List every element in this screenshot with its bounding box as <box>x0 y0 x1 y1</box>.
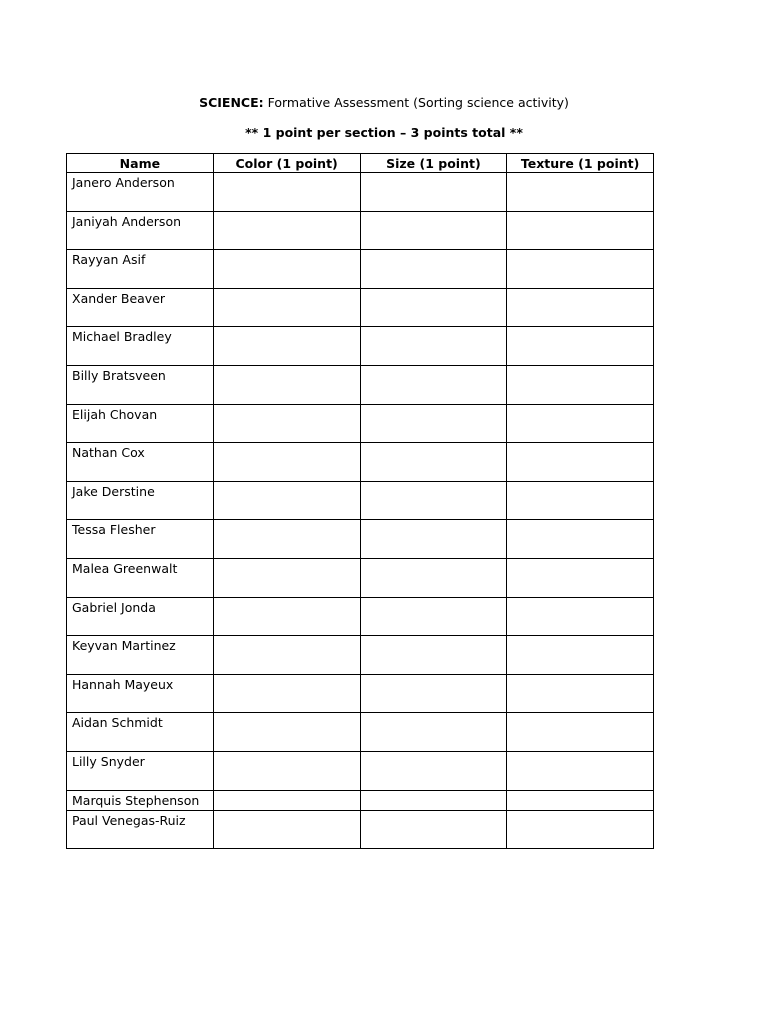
student-name: Marquis Stephenson <box>67 790 214 810</box>
student-name: Janero Anderson <box>67 173 214 212</box>
color-cell[interactable] <box>213 327 360 366</box>
header-name: Name <box>67 154 214 173</box>
size-cell[interactable] <box>360 365 507 404</box>
table-row <box>67 404 654 443</box>
color-cell[interactable] <box>213 481 360 520</box>
table-row <box>67 288 654 327</box>
color-cell[interactable] <box>213 558 360 597</box>
title-text: Formative Assessment (Sorting science activity) <box>263 95 569 110</box>
color-cell[interactable] <box>213 674 360 713</box>
color-cell[interactable] <box>213 520 360 559</box>
student-name: Malea Greenwalt <box>67 558 214 597</box>
size-cell[interactable] <box>360 713 507 752</box>
texture-cell[interactable] <box>507 327 654 366</box>
texture-cell[interactable] <box>507 713 654 752</box>
table-row <box>67 327 654 366</box>
color-cell[interactable] <box>213 404 360 443</box>
color-cell[interactable] <box>213 288 360 327</box>
student-name: Keyvan Martinez <box>67 636 214 675</box>
student-name: Elijah Chovan <box>67 404 214 443</box>
header-color: Color (1 point) <box>213 154 360 173</box>
texture-cell[interactable] <box>507 365 654 404</box>
size-cell[interactable] <box>360 443 507 482</box>
size-cell[interactable] <box>360 288 507 327</box>
size-cell[interactable] <box>360 211 507 250</box>
student-name: Jake Derstine <box>67 481 214 520</box>
color-cell[interactable] <box>213 636 360 675</box>
student-name: Nathan Cox <box>67 443 214 482</box>
title-subject: SCIENCE: <box>199 95 264 110</box>
table-row <box>67 520 654 559</box>
color-cell[interactable] <box>213 443 360 482</box>
table-row <box>67 443 654 482</box>
color-cell[interactable] <box>213 365 360 404</box>
table-row <box>67 636 654 675</box>
table-body <box>67 173 654 849</box>
texture-cell[interactable] <box>507 674 654 713</box>
size-cell[interactable] <box>360 597 507 636</box>
color-cell[interactable] <box>213 597 360 636</box>
table-row <box>67 211 654 250</box>
header-size: Size (1 point) <box>360 154 507 173</box>
texture-cell[interactable] <box>507 250 654 289</box>
table-row <box>67 558 654 597</box>
table-row <box>67 790 654 810</box>
texture-cell[interactable] <box>507 520 654 559</box>
color-cell[interactable] <box>213 250 360 289</box>
size-cell[interactable] <box>360 558 507 597</box>
size-cell[interactable] <box>360 674 507 713</box>
size-cell[interactable] <box>360 751 507 790</box>
student-name: Tessa Flesher <box>67 520 214 559</box>
texture-cell[interactable] <box>507 636 654 675</box>
texture-cell[interactable] <box>507 288 654 327</box>
color-cell[interactable] <box>213 173 360 212</box>
texture-cell[interactable] <box>507 404 654 443</box>
table-row <box>67 713 654 752</box>
table-row <box>67 810 654 849</box>
color-cell[interactable] <box>213 713 360 752</box>
table-row <box>67 250 654 289</box>
table-row <box>67 674 654 713</box>
student-name: Gabriel Jonda <box>67 597 214 636</box>
table-row <box>67 173 654 212</box>
student-name: Rayyan Asif <box>67 250 214 289</box>
texture-cell[interactable] <box>507 173 654 212</box>
size-cell[interactable] <box>360 810 507 849</box>
size-cell[interactable] <box>360 404 507 443</box>
student-name: Lilly Snyder <box>67 751 214 790</box>
size-cell[interactable] <box>360 790 507 810</box>
grades-table <box>66 153 654 849</box>
student-name: Xander Beaver <box>67 288 214 327</box>
color-cell[interactable] <box>213 810 360 849</box>
document-title <box>0 94 768 112</box>
size-cell[interactable] <box>360 250 507 289</box>
table-row <box>67 481 654 520</box>
points-subtitle: ** 1 point per section – 3 points total ** <box>245 125 523 140</box>
texture-cell[interactable] <box>507 211 654 250</box>
size-cell[interactable] <box>360 173 507 212</box>
size-cell[interactable] <box>360 327 507 366</box>
size-cell[interactable] <box>360 520 507 559</box>
texture-cell[interactable] <box>507 481 654 520</box>
texture-cell[interactable] <box>507 443 654 482</box>
color-cell[interactable] <box>213 211 360 250</box>
table-row <box>67 751 654 790</box>
header-texture: Texture (1 point) <box>507 154 654 173</box>
student-name: Billy Bratsveen <box>67 365 214 404</box>
texture-cell[interactable] <box>507 810 654 849</box>
student-name: Aidan Schmidt <box>67 713 214 752</box>
texture-cell[interactable] <box>507 597 654 636</box>
table-row <box>67 597 654 636</box>
student-name: Hannah Mayeux <box>67 674 214 713</box>
texture-cell[interactable] <box>507 790 654 810</box>
student-name: Michael Bradley <box>67 327 214 366</box>
header-row <box>67 154 654 173</box>
student-name: Janiyah Anderson <box>67 211 214 250</box>
size-cell[interactable] <box>360 636 507 675</box>
texture-cell[interactable] <box>507 558 654 597</box>
color-cell[interactable] <box>213 790 360 810</box>
size-cell[interactable] <box>360 481 507 520</box>
table-row <box>67 365 654 404</box>
student-name: Paul Venegas-Ruiz <box>67 810 214 849</box>
color-cell[interactable] <box>213 751 360 790</box>
texture-cell[interactable] <box>507 751 654 790</box>
